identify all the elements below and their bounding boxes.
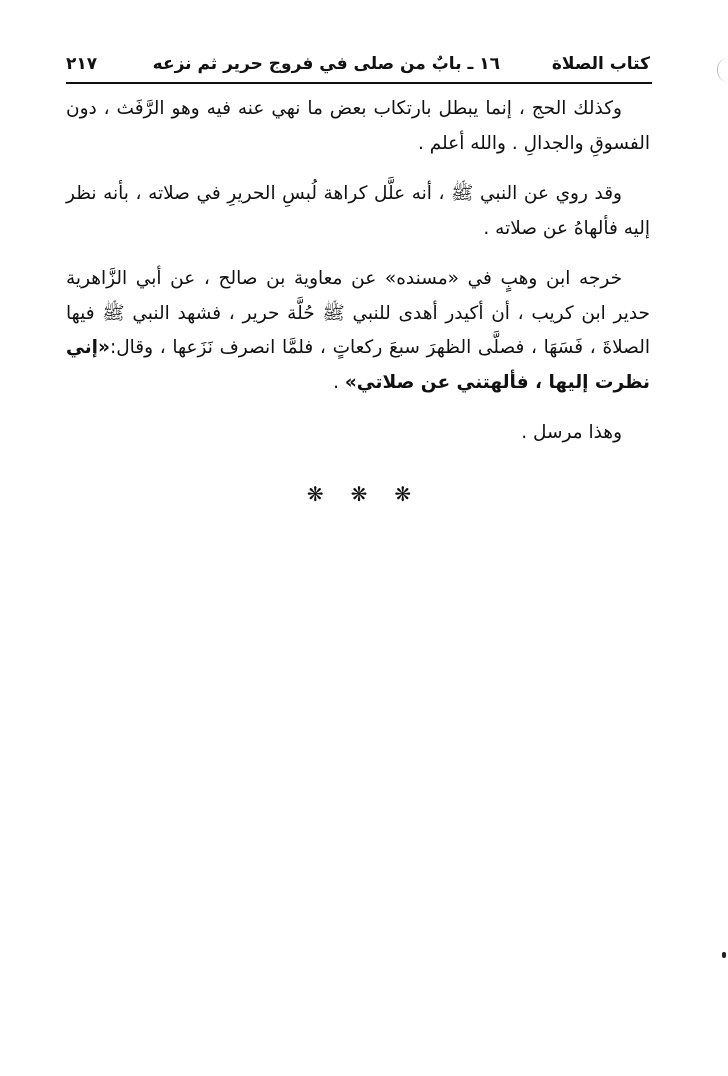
page-number: ٢١٧ [66,54,98,74]
section-separator: ❋ ❋ ❋ [306,482,422,506]
paragraph-4-text: وهذا مرسل . [521,422,622,443]
body-text [66,92,650,451]
paragraph-3-text: خرجه ابن وهبٍ في «مسنده» عن معاوية بن صالح ، عن أبي الزَّاهرية حدير ابن كريب ، أن أكيدر أهدى للنبي ﷺ حُلَّة حرير ، فشهد النبي ﷺ فيها الصلاةَ ، فَسَهَا ، فصلَّى الظهرَ سبعَ ركعاتٍ ، فلمَّا انصرف نَزَعها ، وقال: [66,268,650,358]
hadith-quote: «إني نظرت إليها ، فألهتني عن صلاتي» [66,337,650,393]
scan-speck [722,952,726,958]
paragraph-2 [66,177,650,246]
page-edge-mark [717,58,728,82]
chapter-title: ١٦ ـ بابٌ من صلى في فروج حرير ثم نزعه [152,54,500,74]
paragraph-2-text: وقد روي عن النبي ﷺ ، أنه علَّل كراهة لُبسِ الحريرِ في صلاته ، بأنه نظر إليه فألهاهُ عن صلاته . [66,183,650,239]
header-rule [66,82,652,84]
paragraph-4 [66,416,650,451]
paragraph-1-text: وكذلك الحج ، إنما يبطل بارتكاب بعض ما نهي عنه فيه وهو الرَّفَث ، دون الفسوقِ والجدالِ . والله أعلم . [66,98,650,154]
paragraph-3-end: . [333,371,345,393]
paragraph-1 [66,92,650,161]
book-title: كتاب الصلاة [551,54,650,74]
page-header [66,50,650,80]
paragraph-3 [66,262,650,400]
